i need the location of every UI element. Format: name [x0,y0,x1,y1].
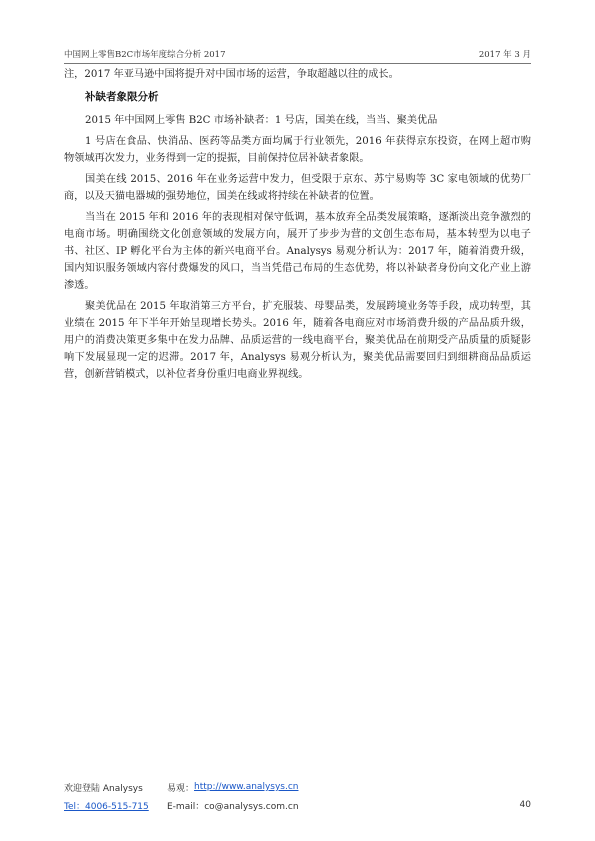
header-title: 中国网上零售B2C市场年度综合分析 2017 [64,50,226,60]
paragraph-summary: 2015 年中国网上零售 B2C 市场补缺者：1 号店，国美在线，当当、聚美优品 [85,115,438,126]
paragraph-intro: 注，2017 年亚马逊中国将提升对中国市场的运营，争取超越以往的成长。 [64,69,399,80]
paragraph-jumei: 聚美优品在 2015 年取消第三方平台，扩充服装、母婴品类，发展跨境业务等手段，成功转型，其业绩在 2015 年下半年开始呈现增长势头。2016 年，随着各电商应对市场消费升级的产品品质升级，用户的消费决策更多集中在发力品牌、品质运营的一线电商平台，聚美优品在前期受产品质量的质疑影响下发展显现一定的迟滞。2017 年，Analysys 易观分析认为，聚美优品需要回归到细耕商品品质运营，创新营销模式，以补位者身份重归电商业界视线。 [64,301,531,380]
paragraph-yhd: 1 号店在食品、快消品、医药等品类方面均属于行业领先，2016 年获得京东投资，在网上超市购物领域再次发力，业务得到一定的提振，目前保持位居补缺者象限。 [64,136,531,164]
footer-tel-link[interactable]: Tel：4006-515-715 [64,801,149,812]
page-header [64,44,531,64]
page-footer [64,778,531,814]
header-date: 2017 年 3 月 [478,50,531,60]
footer-row-2 [64,796,531,814]
section-heading: 补缺者象限分析 [85,91,159,103]
paragraph-gome: 国美在线 2015、2016 年在业务运营中发力，但受限于京东、苏宁易购等 3C 家电领域的优势厂商，以及天猫电器城的强势地位，国美在线或将持续在补缺者的位置。 [64,174,531,202]
footer-website-link[interactable]: http://www.analysys.cn [194,782,299,792]
page-content [64,66,531,387]
footer-welcome: 欢迎登陆 Analysys [64,783,143,794]
page-number: 40 [519,800,531,810]
paragraph-dangdang: 当当在 2015 年和 2016 年的表现相对保守低调，基本放弃全品类发展策略，逐渐淡出竞争激烈的电商市场。明确围绕文化创意领域的发展方向，展开了步步为营的文创生态布局，基本转型为以电子书、社区、IP 孵化平台为主体的新兴电商平台。Analysys 易观分析认为：2017 年，随着消费升级，国内知识服务领域内容付费爆发的风口，当当凭借己布局的生态优势，将以补缺者身份向文化产业上游渗透。 [64,212,531,291]
footer-email: E-mail：co@analysys.com.cn [167,801,299,812]
footer-yiguan-label: 易观： [167,783,195,794]
footer-row-1 [64,778,531,796]
